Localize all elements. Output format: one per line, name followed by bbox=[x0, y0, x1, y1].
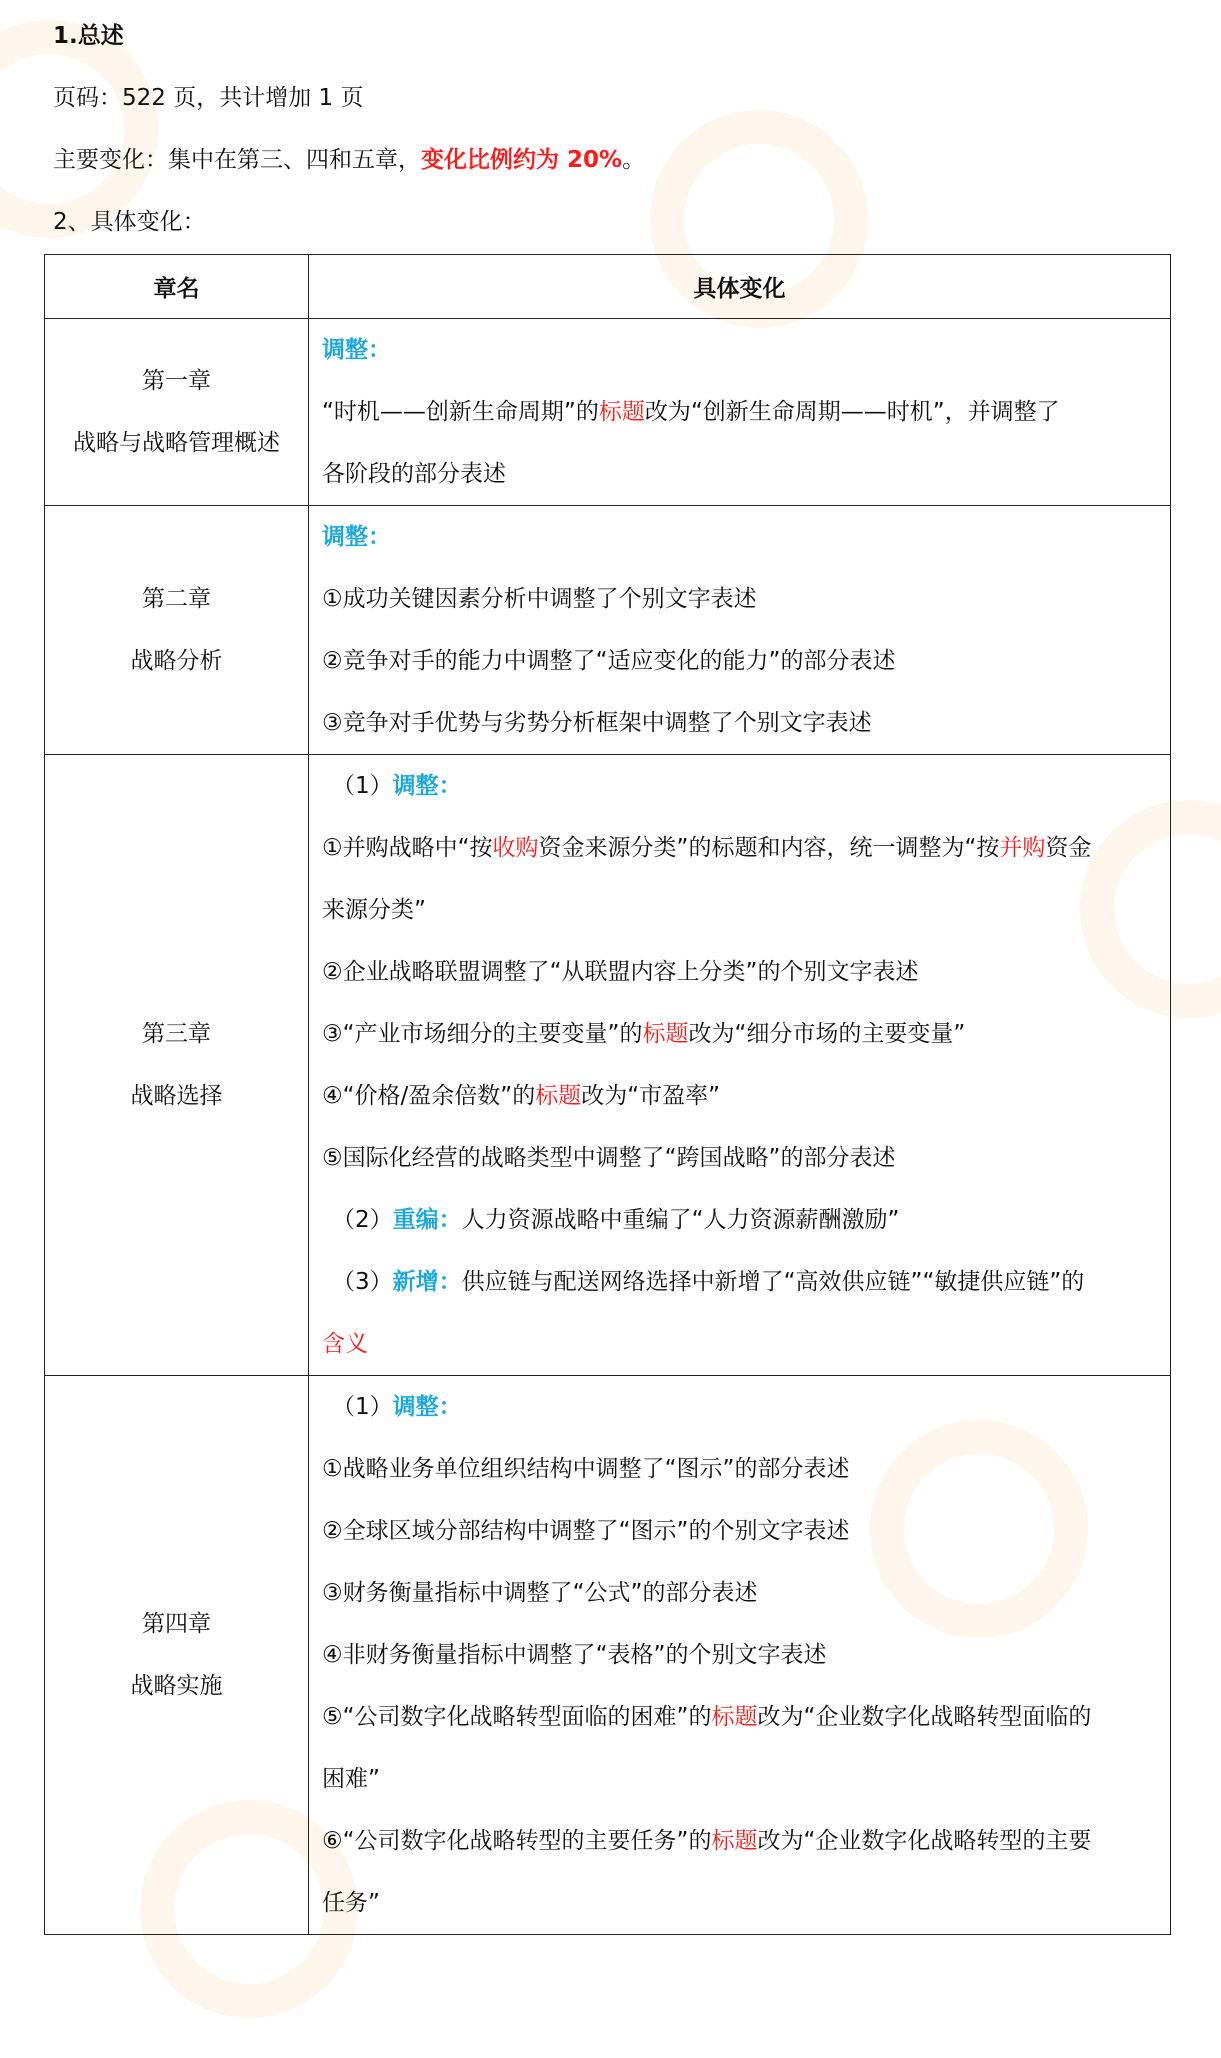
change-type-label: 调整： bbox=[322, 337, 391, 363]
chapter-cell bbox=[45, 319, 309, 506]
change-text: 困难” bbox=[322, 1766, 380, 1792]
table-row bbox=[45, 755, 1171, 1376]
chapter-name: 战略与战略管理概述 bbox=[73, 430, 280, 456]
change-text: ②企业战略联盟调整了“从联盟内容上分类”的个别文字表述 bbox=[322, 959, 919, 985]
change-line bbox=[322, 319, 1160, 381]
change-type-label: 重编： bbox=[392, 1207, 462, 1233]
highlight-text: 标题 bbox=[535, 1083, 582, 1109]
change-text: （3） bbox=[332, 1269, 393, 1295]
change-type-label: 调整： bbox=[322, 524, 391, 550]
header-changes: 具体变化 bbox=[309, 255, 1171, 319]
chapter-number: 第三章 bbox=[142, 1021, 211, 1047]
change-line bbox=[322, 1127, 1160, 1189]
change-text: 改为“细分市场的主要变量” bbox=[688, 1021, 966, 1047]
change-line bbox=[322, 1189, 1160, 1251]
header-chapter: 章名 bbox=[45, 255, 309, 319]
highlight-text: 收购 bbox=[492, 835, 539, 861]
change-type-label: 调整： bbox=[392, 1394, 462, 1420]
change-text: （2） bbox=[332, 1207, 393, 1233]
table-row bbox=[45, 319, 1171, 506]
change-text: ⑥“公司数字化战略转型的主要任务”的 bbox=[322, 1828, 712, 1854]
change-text: ①成功关键因素分析中调整了个别文字表述 bbox=[322, 586, 757, 612]
change-text: ④非财务衡量指标中调整了“表格”的个别文字表述 bbox=[322, 1642, 827, 1668]
change-text: ①并购战略中“按 bbox=[322, 835, 493, 861]
chapter-number: 第二章 bbox=[142, 586, 211, 612]
change-text: ④“价格/盈余倍数”的 bbox=[322, 1083, 536, 1109]
table-header-row bbox=[45, 255, 1171, 319]
highlight-text: 标题 bbox=[598, 399, 645, 425]
changes-cell bbox=[309, 1376, 1171, 1935]
change-text: ②全球区域分部结构中调整了“图示”的个别文字表述 bbox=[322, 1518, 850, 1544]
table-body bbox=[45, 319, 1171, 1935]
change-line bbox=[322, 1562, 1160, 1624]
chapter-number: 第四章 bbox=[142, 1611, 211, 1637]
main-change-suffix: 。 bbox=[622, 147, 646, 173]
change-line bbox=[322, 1686, 1160, 1748]
chapter-cell bbox=[45, 1376, 309, 1935]
change-text: ③“产业市场细分的主要变量”的 bbox=[322, 1021, 643, 1047]
change-line bbox=[322, 879, 1160, 941]
change-text: 来源分类” bbox=[322, 897, 426, 923]
page-count-text: 页码：522 页，共计增加 1 页 bbox=[53, 85, 364, 111]
changes-cell bbox=[309, 506, 1171, 755]
highlight-text: 并购 bbox=[999, 835, 1046, 861]
change-text: 人力资源战略中重编了“人力资源薪酬激励” bbox=[461, 1207, 900, 1233]
change-line bbox=[322, 1251, 1160, 1313]
change-text: 改为“市盈率” bbox=[581, 1083, 721, 1109]
main-change-prefix: 主要变化：集中在第三、四和五章， bbox=[53, 147, 421, 173]
chapter-cell bbox=[45, 755, 309, 1376]
change-line bbox=[322, 1376, 1160, 1438]
changes-table bbox=[44, 254, 1171, 1935]
change-text: ③竞争对手优势与劣势分析框架中调整了个别文字表述 bbox=[322, 710, 872, 736]
highlight-text: 含义 bbox=[322, 1331, 368, 1357]
change-line bbox=[322, 817, 1160, 879]
change-text: 资金 bbox=[1045, 835, 1092, 861]
change-text: ⑤“公司数字化战略转型面临的困难”的 bbox=[322, 1704, 712, 1730]
change-line bbox=[322, 1500, 1160, 1562]
section-subtitle: 2、具体变化： bbox=[53, 209, 206, 235]
highlight-text: 标题 bbox=[642, 1021, 689, 1047]
change-type-label: 新增： bbox=[392, 1269, 462, 1295]
change-line bbox=[322, 381, 1160, 443]
changes-cell bbox=[309, 319, 1171, 506]
change-text: 改为“企业数字化战略转型的主要 bbox=[757, 1828, 1092, 1854]
section-title: 1.总述 bbox=[53, 23, 124, 49]
change-line bbox=[322, 630, 1160, 692]
change-line bbox=[322, 1872, 1160, 1934]
change-text: （1） bbox=[332, 773, 393, 799]
change-text: “时机——创新生命周期”的 bbox=[322, 399, 599, 425]
chapter-number: 第一章 bbox=[142, 368, 211, 394]
change-text: 改为“创新生命周期——时机”，并调整了 bbox=[644, 399, 1060, 425]
highlight-text: 标题 bbox=[711, 1704, 758, 1730]
change-type-label: 调整： bbox=[392, 773, 462, 799]
change-line bbox=[322, 443, 1160, 505]
change-line bbox=[322, 1624, 1160, 1686]
table-row bbox=[45, 1376, 1171, 1935]
change-ratio-highlight: 变化比例约为 20% bbox=[421, 147, 623, 173]
change-line bbox=[322, 692, 1160, 754]
change-line bbox=[322, 755, 1160, 817]
chapter-cell bbox=[45, 506, 309, 755]
change-text: 供应链与配送网络选择中新增了“高效供应链”“敏捷供应链”的 bbox=[461, 1269, 1085, 1295]
main-change-text bbox=[53, 129, 645, 191]
change-text: 改为“企业数字化战略转型面临的 bbox=[757, 1704, 1092, 1730]
table-row bbox=[45, 506, 1171, 755]
change-text: 资金来源分类”的标题和内容，统一调整为“按 bbox=[538, 835, 1000, 861]
chapter-name: 战略分析 bbox=[130, 648, 223, 674]
change-line bbox=[322, 1748, 1160, 1810]
change-text: ⑤国际化经营的战略类型中调整了“跨国战略”的部分表述 bbox=[322, 1145, 896, 1171]
change-line bbox=[322, 941, 1160, 1003]
change-text: ①战略业务单位组织结构中调整了“图示”的部分表述 bbox=[322, 1456, 850, 1482]
change-line bbox=[322, 1065, 1160, 1127]
change-line bbox=[322, 1438, 1160, 1500]
summary-section bbox=[53, 5, 645, 253]
change-line bbox=[322, 1313, 1160, 1375]
change-line bbox=[322, 1003, 1160, 1065]
change-line bbox=[322, 1810, 1160, 1872]
change-line bbox=[322, 506, 1160, 568]
change-text: ③财务衡量指标中调整了“公式”的部分表述 bbox=[322, 1580, 758, 1606]
change-text: 各阶段的部分表述 bbox=[322, 461, 506, 487]
change-line bbox=[322, 568, 1160, 630]
change-text: ②竞争对手的能力中调整了“适应变化的能力”的部分表述 bbox=[322, 648, 896, 674]
change-text: （1） bbox=[332, 1394, 393, 1420]
chapter-name: 战略选择 bbox=[130, 1083, 223, 1109]
change-text: 任务” bbox=[322, 1890, 380, 1916]
chapter-name: 战略实施 bbox=[130, 1673, 223, 1699]
highlight-text: 标题 bbox=[711, 1828, 758, 1854]
changes-cell bbox=[309, 755, 1171, 1376]
